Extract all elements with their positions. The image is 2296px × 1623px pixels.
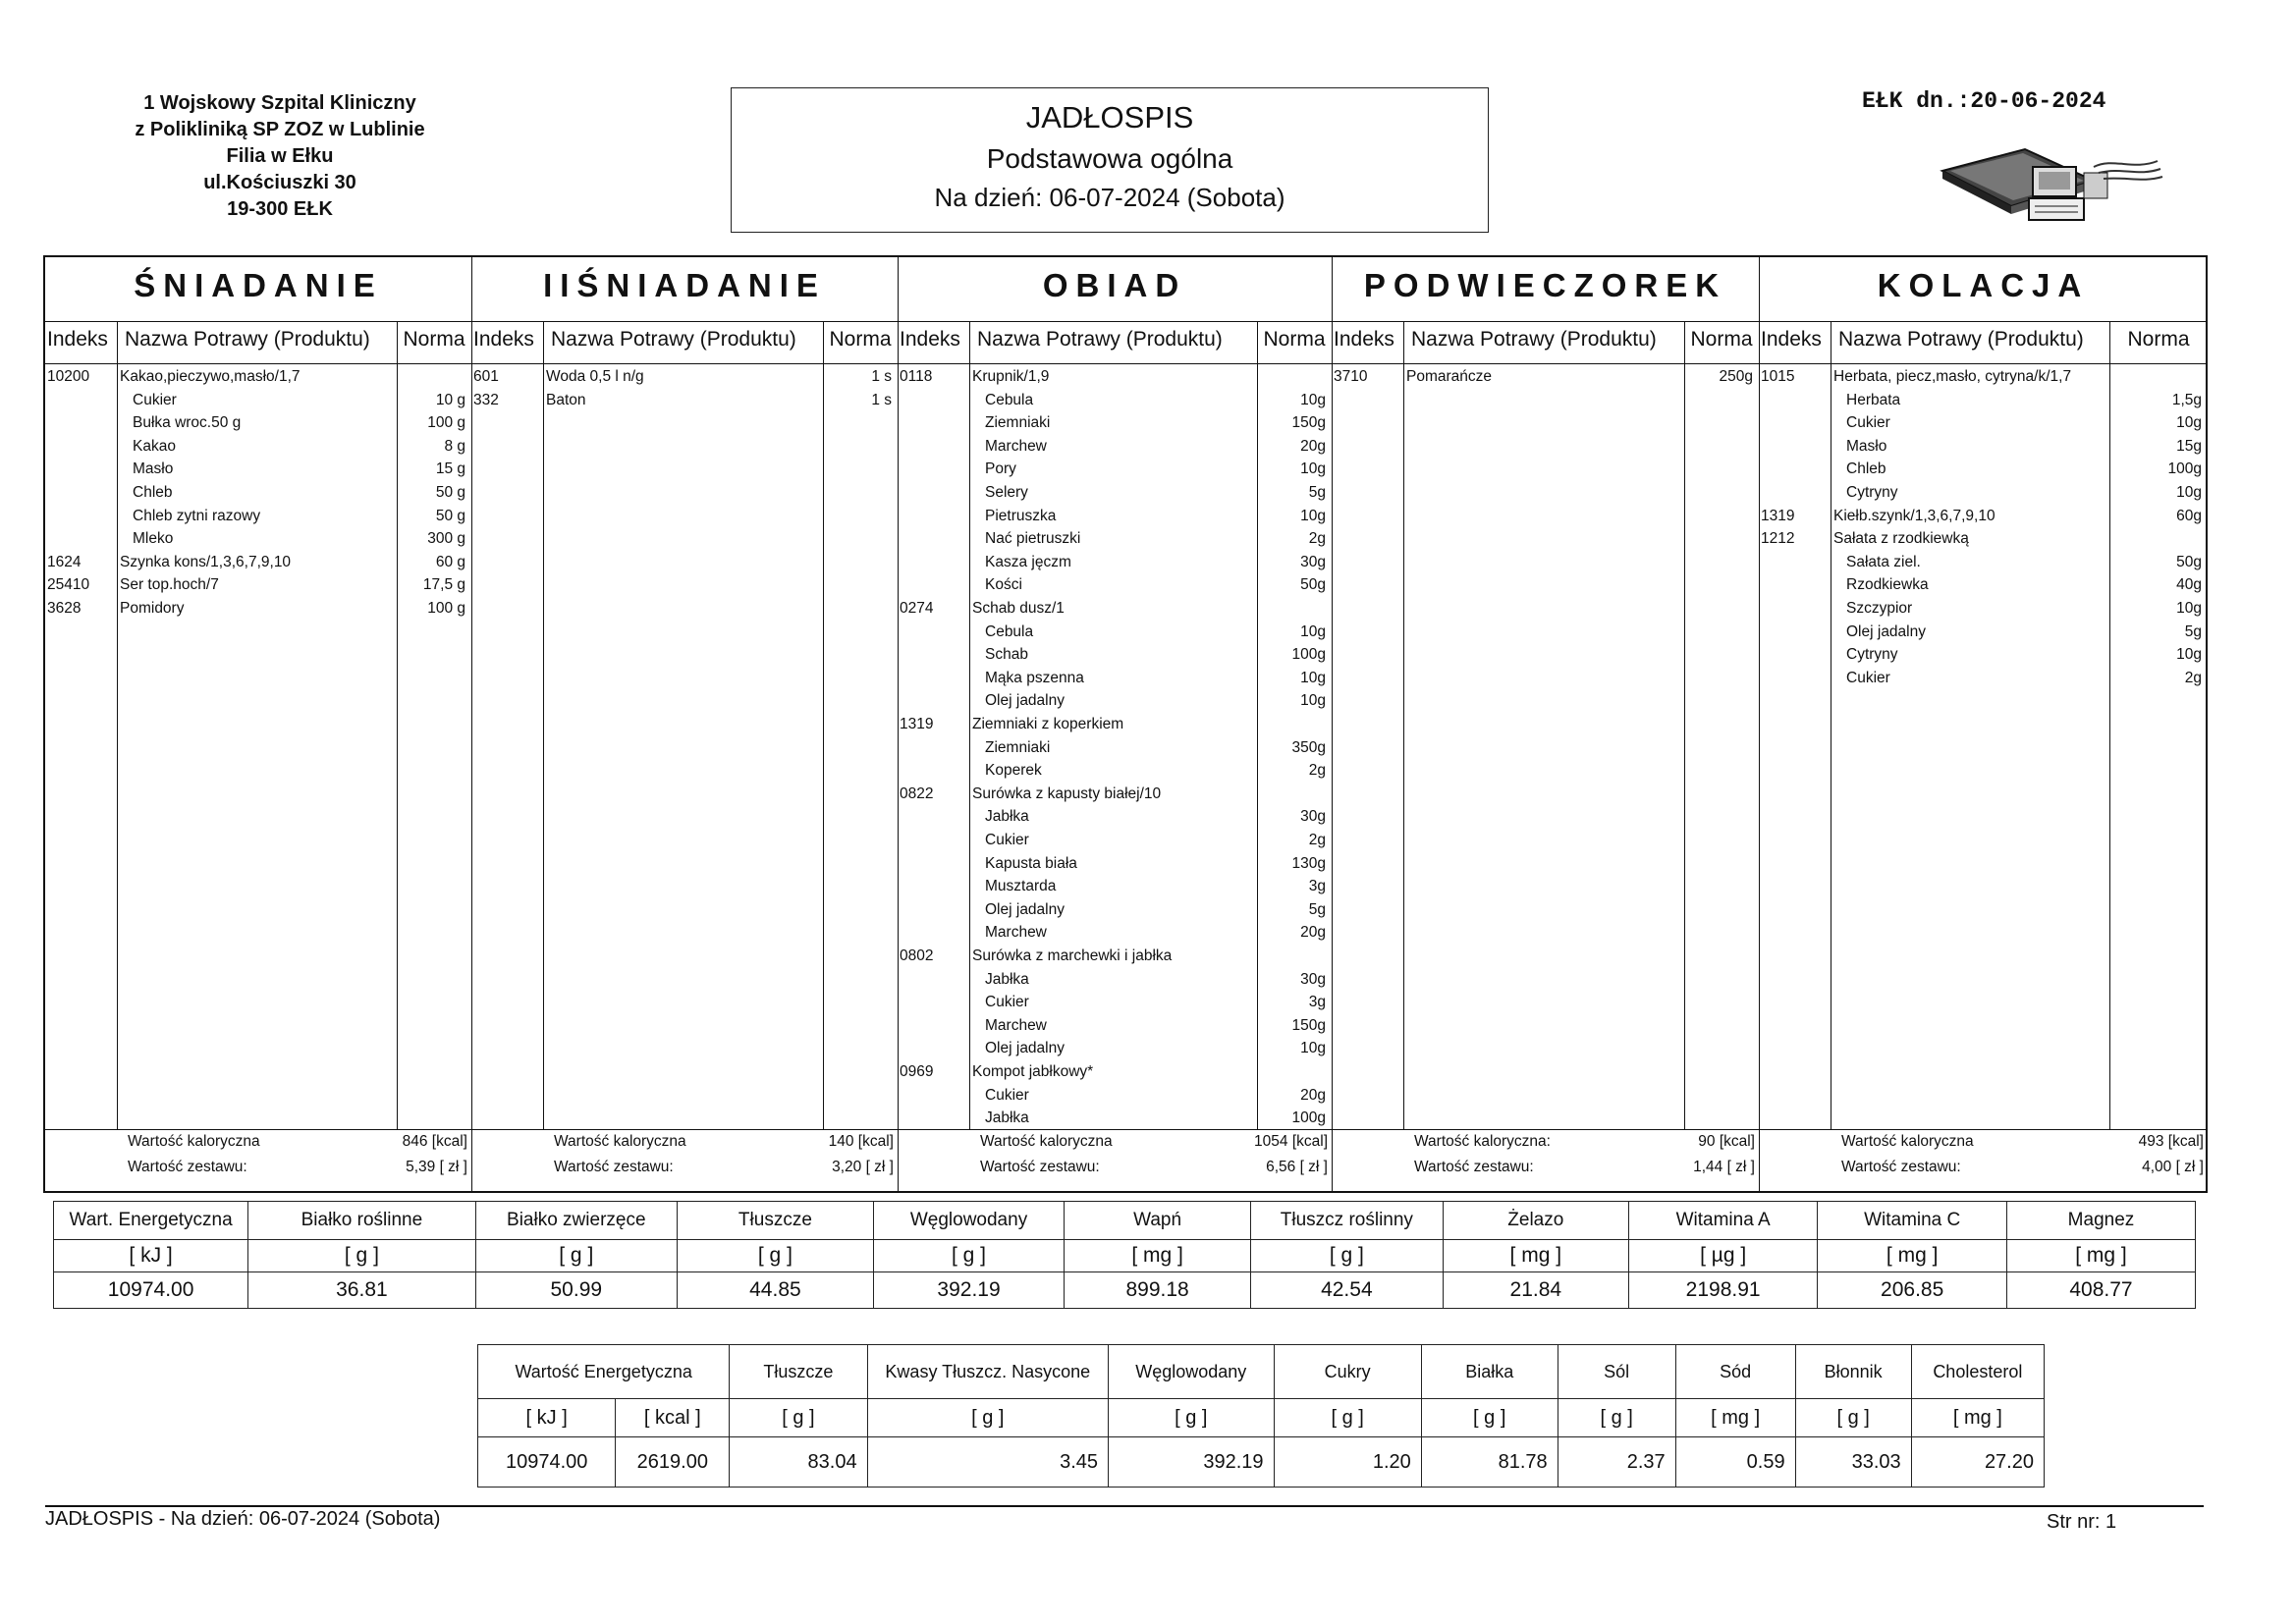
nutrition-1-headers-cell: Witamina A: [1628, 1202, 1817, 1240]
nutrition-1-values-cell: 21.84: [1443, 1272, 1628, 1309]
row-name: Mąka pszenna: [985, 669, 1084, 686]
issue-date: EŁK dn.:20-06-2024: [1862, 88, 2106, 114]
row-norm: 1 s: [871, 368, 892, 385]
nutrition-2-units-cell: [ mg ]: [1675, 1399, 1795, 1437]
nutrition-2-row-units: [478, 1399, 2045, 1437]
column-header-index: Indeks: [1334, 328, 1394, 351]
kcal-value: 493 [kcal]: [2138, 1133, 2204, 1150]
row-norm: 1,5g: [2171, 391, 2202, 408]
row-norm: 10g: [1300, 1040, 1326, 1057]
row-name: Sałata ziel.: [1846, 553, 1921, 570]
page-number: Str nr: 1: [2047, 1511, 2117, 1533]
cost-value: 6,56 [ zł ]: [1266, 1159, 1328, 1175]
nutrition-2-headers-cell: Kwasy Tłuszcz. Nasycone: [867, 1345, 1108, 1399]
hospital-line-3: Filia w Ełku: [226, 145, 334, 167]
nutrition-1-values-cell: 50.99: [475, 1272, 677, 1309]
row-norm: 50 g: [435, 507, 465, 524]
row-name: Surówka z kapusty białej/10: [972, 784, 1162, 802]
row-name: Mleko: [133, 530, 174, 548]
column-header-divider: [45, 363, 2208, 364]
kcal-value: 846 [kcal]: [402, 1133, 467, 1150]
row-name: Cebula: [985, 391, 1034, 408]
row-name: Ziemniaki z koperkiem: [972, 716, 1124, 732]
column-header-name: Nazwa Potrawy (Produktu): [977, 328, 1223, 351]
row-norm: 10 g: [435, 391, 465, 408]
row-norm: 10g: [1300, 692, 1326, 710]
book-computer-icon: [1937, 137, 2164, 228]
cost-label: Wartość zestawu:: [1841, 1159, 1961, 1175]
row-name: Kakao: [133, 437, 176, 455]
row-norm: 10g: [1300, 669, 1326, 686]
row-index: 0802: [900, 947, 934, 964]
row-norm: 60g: [2176, 507, 2202, 524]
row-norm: 2g: [2184, 669, 2202, 686]
row-norm: 2g: [1308, 762, 1326, 780]
kcal-label: Wartość kaloryczna: [1841, 1133, 1974, 1150]
meal-title-snack: PODWIECZOREK: [1363, 267, 1727, 303]
cost-value: 3,20 [ zł ]: [832, 1159, 894, 1175]
row-norm: 150g: [1291, 414, 1326, 432]
column-divider: [1684, 321, 1685, 1129]
row-index: 0118: [900, 368, 933, 385]
nutrition-1-units-cell: [ kJ ]: [54, 1240, 248, 1272]
totals-divider: [45, 1129, 2208, 1130]
nutrition-2-units-cell: [ g ]: [1795, 1399, 1911, 1437]
nutrition-2-headers-cell: Sól: [1558, 1345, 1675, 1399]
nutrition-1-values-cell: 36.81: [248, 1272, 475, 1309]
kcal-label: Wartość kaloryczna: [554, 1133, 686, 1150]
nutrition-1-row-units: [54, 1240, 2196, 1272]
row-name: Koperek: [985, 762, 1042, 780]
row-name: Selery: [985, 484, 1028, 501]
row-name: Pomidory: [120, 600, 185, 617]
row-norm: 10g: [1300, 460, 1326, 478]
cost-value: 5,39 [ zł ]: [406, 1159, 467, 1175]
cost-label: Wartość zestawu:: [128, 1159, 247, 1175]
row-name: Kiełb.szynk/1,3,6,7,9,10: [1833, 507, 1995, 524]
nutrition-2-units-cell: [ g ]: [1421, 1399, 1558, 1437]
section-divider: [1759, 257, 1760, 1191]
row-norm: 10g: [1300, 507, 1326, 524]
row-name: Jabłka: [985, 808, 1029, 826]
hospital-line-2: z Polikliniką SP ZOZ w Lublinie: [135, 119, 425, 140]
row-name: Cukier: [985, 994, 1029, 1011]
nutrition-2-values-cell: 83.04: [730, 1437, 867, 1488]
nutrition-1-values-cell: 2198.91: [1628, 1272, 1817, 1309]
row-name: Marchew: [985, 437, 1047, 455]
cost-label: Wartość zestawu:: [1414, 1159, 1534, 1175]
row-name: Cukier: [1846, 669, 1890, 686]
nutrition-2-row-headers: [478, 1345, 2045, 1399]
row-index: 0822: [900, 784, 934, 802]
column-header-name: Nazwa Potrawy (Produktu): [125, 328, 370, 351]
nutrition-2-headers-cell: Cholesterol: [1911, 1345, 2044, 1399]
row-name: Olej jadalny: [985, 692, 1065, 710]
nutrition-2-values-cell: 2.37: [1558, 1437, 1675, 1488]
row-name: Kości: [985, 576, 1022, 594]
nutrition-1-headers-cell: Witamina C: [1818, 1202, 2007, 1240]
cost-label: Wartość zestawu:: [980, 1159, 1100, 1175]
kcal-label: Wartość kaloryczna:: [1414, 1133, 1551, 1150]
nutrition-2-values-cell: 33.03: [1795, 1437, 1911, 1488]
row-name: Jabłka: [985, 970, 1029, 988]
row-name: Kakao,pieczywo,masło/1,7: [120, 368, 301, 385]
footer-text: JADŁOSPIS - Na dzień: 06-07-2024 (Sobota): [45, 1508, 441, 1530]
column-header-name: Nazwa Potrawy (Produktu): [551, 328, 796, 351]
nutrition-2-units-cell: [ kcal ]: [616, 1399, 730, 1437]
column-header-index: Indeks: [473, 328, 534, 351]
nutrition-1-units-cell: [ g ]: [677, 1240, 873, 1272]
row-norm: 100g: [1291, 646, 1326, 664]
row-norm: 130g: [1291, 854, 1326, 872]
section-divider: [1332, 257, 1333, 1191]
row-name: Cytryny: [1846, 484, 1898, 501]
nutrition-1-values-cell: 10974.00: [54, 1272, 248, 1309]
row-norm: 2g: [1308, 530, 1326, 548]
hospital-line-1: 1 Wojskowy Szpital Kliniczny: [143, 92, 416, 114]
nutrition-1-values-cell: 408.77: [2006, 1272, 2195, 1309]
meal-title-divider: [45, 321, 2208, 322]
row-norm: 150g: [1291, 1016, 1326, 1034]
row-name: Bułka wroc.50 g: [133, 414, 242, 432]
nutrition-1-headers-cell: Białko roślinne: [248, 1202, 475, 1240]
row-name: Masło: [133, 460, 174, 478]
row-name: Schab: [985, 646, 1028, 664]
row-norm: 300 g: [427, 530, 465, 548]
row-norm: 10g: [1300, 622, 1326, 640]
nutrition-2-headers-cell: Węglowodany: [1109, 1345, 1274, 1399]
kcal-label: Wartość kaloryczna: [128, 1133, 260, 1150]
column-divider: [969, 321, 970, 1129]
row-index: 332: [473, 391, 499, 408]
kcal-value: 140 [kcal]: [828, 1133, 894, 1150]
nutrition-2-headers-cell: Białka: [1421, 1345, 1558, 1399]
row-norm: 15g: [2176, 437, 2202, 455]
nutrition-2-units-cell: [ kJ ]: [478, 1399, 616, 1437]
nutrition-1-headers-cell: Wart. Energetyczna: [54, 1202, 248, 1240]
meal-title-breakfast: ŚNIADANIE: [134, 267, 383, 303]
nutrition-table-1: [53, 1201, 2196, 1309]
row-norm: 17,5 g: [422, 576, 465, 594]
row-index: 0274: [900, 600, 934, 617]
nutrition-1-units-cell: [ µg ]: [1628, 1240, 1817, 1272]
diet-name: Podstawowa ogólna: [986, 143, 1233, 174]
column-header-norm: Norma: [2127, 328, 2190, 351]
row-norm: 2g: [1308, 832, 1326, 848]
row-name: Chleb: [1846, 460, 1886, 478]
row-index: 1319: [900, 716, 934, 732]
row-name: Musztarda: [985, 878, 1057, 895]
column-header-index: Indeks: [1761, 328, 1822, 351]
row-norm: 30g: [1300, 970, 1326, 988]
row-name: Ser top.hoch/7: [120, 576, 219, 594]
row-name: Herbata, piecz,masło, cytryna/k/1,7: [1833, 368, 2072, 385]
column-header-norm: Norma: [403, 328, 465, 351]
nutrition-2-headers-cell: Błonnik: [1795, 1345, 1911, 1399]
nutrition-1-units-cell: [ g ]: [873, 1240, 1064, 1272]
row-index: 1015: [1761, 368, 1795, 385]
row-name: Schab dusz/1: [972, 600, 1065, 617]
nutrition-2-units-cell: [ g ]: [1109, 1399, 1274, 1437]
column-header-name: Nazwa Potrawy (Produktu): [1838, 328, 2084, 351]
meal-title-lunch: OBIAD: [1042, 267, 1187, 303]
meal-title-supper: KOLACJA: [1877, 267, 2090, 303]
nutrition-1-headers-cell: Wapń: [1065, 1202, 1251, 1240]
row-norm: 50g: [1300, 576, 1326, 594]
row-norm: 1 s: [871, 391, 892, 408]
row-norm: 20g: [1300, 437, 1326, 455]
nutrition-1-units-cell: [ mg ]: [1065, 1240, 1251, 1272]
nutrition-1-values-cell: 42.54: [1251, 1272, 1444, 1309]
nutrition-1-units-cell: [ mg ]: [1818, 1240, 2007, 1272]
cost-value: 1,44 [ zł ]: [1693, 1159, 1755, 1175]
nutrition-2-headers-cell: Cukry: [1274, 1345, 1421, 1399]
row-index: 10200: [47, 368, 90, 385]
kcal-value: 90 [kcal]: [1698, 1133, 1755, 1150]
nutrition-2-headers-cell: Wartość Energetyczna: [478, 1345, 730, 1399]
nutrition-2-units-cell: [ g ]: [867, 1399, 1108, 1437]
row-norm: 3g: [1308, 994, 1326, 1011]
row-index: 3710: [1334, 368, 1368, 385]
nutrition-2-values-cell: 0.59: [1675, 1437, 1795, 1488]
row-name: Woda 0,5 l n/g: [546, 368, 644, 385]
footer-divider: [45, 1505, 2204, 1507]
title-box: [731, 87, 1489, 233]
row-name: Cebula: [985, 622, 1034, 640]
nutrition-2-units-cell: [ g ]: [730, 1399, 867, 1437]
row-norm: 5g: [1308, 484, 1326, 501]
nutrition-2-values-cell: 3.45: [867, 1437, 1108, 1488]
nutrition-1-units-cell: [ g ]: [248, 1240, 475, 1272]
nutrition-2-values-cell: 81.78: [1421, 1437, 1558, 1488]
row-name: Kapusta biała: [985, 854, 1077, 872]
nutrition-1-units-cell: [ mg ]: [2006, 1240, 2195, 1272]
row-norm: 50 g: [435, 484, 465, 501]
row-norm: 20g: [1300, 924, 1326, 942]
row-name: Cukier: [133, 391, 177, 408]
column-header-norm: Norma: [1690, 328, 1753, 351]
column-header-index: Indeks: [900, 328, 960, 351]
row-name: Baton: [546, 391, 586, 408]
column-divider: [543, 321, 544, 1129]
column-divider: [823, 321, 824, 1129]
nutrition-2-values-cell: 10974.00: [478, 1437, 616, 1488]
row-norm: 5g: [1308, 900, 1326, 918]
column-divider: [117, 321, 118, 1129]
column-header-norm: Norma: [829, 328, 892, 351]
nutrition-2-row-values: [478, 1437, 2045, 1488]
section-divider: [471, 257, 472, 1191]
column-header-name: Nazwa Potrawy (Produktu): [1411, 328, 1657, 351]
nutrition-1-values-cell: 899.18: [1065, 1272, 1251, 1309]
nutrition-1-units-cell: [ g ]: [1251, 1240, 1444, 1272]
row-index: 1624: [47, 553, 82, 570]
nutrition-1-headers-cell: Węglowodany: [873, 1202, 1064, 1240]
row-norm: 10g: [1300, 391, 1326, 408]
row-norm: 10g: [2176, 600, 2202, 617]
row-name: Sałata z rzodkiewką: [1833, 530, 1969, 548]
row-norm: 100 g: [427, 600, 465, 617]
row-name: Ziemniaki: [985, 738, 1051, 756]
cost-value: 4,00 [ zł ]: [2142, 1159, 2204, 1175]
row-name: Olej jadalny: [985, 900, 1065, 918]
nutrition-1-values-cell: 392.19: [873, 1272, 1064, 1309]
nutrition-2-headers-cell: Tłuszcze: [730, 1345, 867, 1399]
row-norm: 250g: [1719, 368, 1753, 385]
row-norm: 40g: [2176, 576, 2202, 594]
row-name: Pomarańcze: [1406, 368, 1493, 385]
row-index: 601: [473, 368, 499, 385]
row-name: Cukier: [985, 1086, 1029, 1104]
nutrition-1-units-cell: [ g ]: [475, 1240, 677, 1272]
row-index: 3628: [47, 600, 82, 617]
row-index: 0969: [900, 1063, 934, 1080]
row-norm: 10g: [2176, 646, 2202, 664]
kcal-value: 1054 [kcal]: [1254, 1133, 1328, 1150]
kcal-label: Wartość kaloryczna: [980, 1133, 1113, 1150]
row-norm: 3g: [1308, 878, 1326, 895]
nutrition-1-headers-cell: Tłuszcze: [677, 1202, 873, 1240]
row-norm: 50g: [2176, 553, 2202, 570]
row-index: 1212: [1761, 530, 1795, 548]
column-header-norm: Norma: [1263, 328, 1326, 351]
hospital-line-5: 19-300 EŁK: [227, 198, 333, 220]
document-title: JADŁOSPIS: [1025, 100, 1194, 135]
row-name: Szynka kons/1,3,6,7,9,10: [120, 553, 292, 570]
section-divider: [898, 257, 899, 1191]
row-name: Cukier: [1846, 414, 1890, 432]
column-header-index: Indeks: [47, 328, 108, 351]
nutrition-2-units-cell: [ g ]: [1274, 1399, 1421, 1437]
nutrition-1-headers-cell: Białko zwierzęce: [475, 1202, 677, 1240]
row-index: 1319: [1761, 507, 1795, 524]
row-name: Herbata: [1846, 391, 1901, 408]
nutrition-1-headers-cell: Magnez: [2006, 1202, 2195, 1240]
row-name: Szczypior: [1846, 600, 1913, 617]
row-name: Olej jadalny: [985, 1040, 1065, 1057]
row-norm: 5g: [2184, 622, 2202, 640]
nutrition-1-values-cell: 44.85: [677, 1272, 873, 1309]
nutrition-1-headers-cell: Tłuszcz roślinny: [1251, 1202, 1444, 1240]
row-norm: 30g: [1300, 808, 1326, 826]
row-index: 25410: [47, 576, 90, 594]
row-name: Masło: [1846, 437, 1887, 455]
nutrition-2-units-cell: [ mg ]: [1911, 1399, 2044, 1437]
row-norm: 30g: [1300, 553, 1326, 570]
row-norm: 100g: [2167, 460, 2202, 478]
nutrition-1-row-headers: [54, 1202, 2196, 1240]
menu-grid: [43, 255, 2208, 1193]
row-name: Pietruszka: [985, 507, 1057, 524]
nutrition-2-values-cell: 392.19: [1109, 1437, 1274, 1488]
row-name: Chleb zytni razowy: [133, 507, 261, 524]
row-name: Cukier: [985, 832, 1029, 848]
nutrition-2-units-cell: [ g ]: [1558, 1399, 1675, 1437]
nutrition-2-values-cell: 1.20: [1274, 1437, 1421, 1488]
nutrition-1-headers-cell: Żelazo: [1443, 1202, 1628, 1240]
row-name: Kompot jabłkowy*: [972, 1063, 1094, 1080]
row-norm: 60 g: [435, 553, 465, 570]
hospital-address: [93, 90, 466, 223]
row-name: Krupnik/1,9: [972, 368, 1050, 385]
cost-label: Wartość zestawu:: [554, 1159, 674, 1175]
row-norm: 15 g: [435, 460, 465, 478]
row-name: Olej jadalny: [1846, 622, 1926, 640]
hospital-line-4: ul.Kościuszki 30: [203, 172, 356, 193]
row-name: Chleb: [133, 484, 173, 501]
row-name: Marchew: [985, 924, 1047, 942]
menu-date: Na dzień: 06-07-2024 (Sobota): [934, 183, 1285, 212]
row-norm: 20g: [1300, 1086, 1326, 1104]
row-name: Kasza jęczm: [985, 553, 1071, 570]
row-norm: 10g: [2176, 484, 2202, 501]
row-norm: 8 g: [444, 437, 465, 455]
nutrition-2-values-cell: 27.20: [1911, 1437, 2044, 1488]
row-norm: 100g: [1291, 1109, 1326, 1127]
nutrition-2-headers-cell: Sód: [1675, 1345, 1795, 1399]
column-divider: [1403, 321, 1404, 1129]
row-name: Jabłka: [985, 1109, 1029, 1127]
nutrition-2-values-cell: 2619.00: [616, 1437, 730, 1488]
row-name: Marchew: [985, 1016, 1047, 1034]
row-name: Pory: [985, 460, 1016, 478]
meal-title-second_breakfast: IIŚNIADANIE: [543, 267, 826, 303]
row-name: Ziemniaki: [985, 414, 1051, 432]
row-name: Nać pietruszki: [985, 530, 1081, 548]
row-name: Cytryny: [1846, 646, 1898, 664]
nutrition-1-units-cell: [ mg ]: [1443, 1240, 1628, 1272]
row-norm: 100 g: [427, 414, 465, 432]
nutrition-1-row-values: [54, 1272, 2196, 1309]
row-name: Surówka z marchewki i jabłka: [972, 947, 1173, 964]
row-norm: 350g: [1291, 738, 1326, 756]
nutrition-table-2: [477, 1344, 2045, 1488]
row-norm: 10g: [2176, 414, 2202, 432]
nutrition-1-values-cell: 206.85: [1818, 1272, 2007, 1309]
row-name: Rzodkiewka: [1846, 576, 1929, 594]
